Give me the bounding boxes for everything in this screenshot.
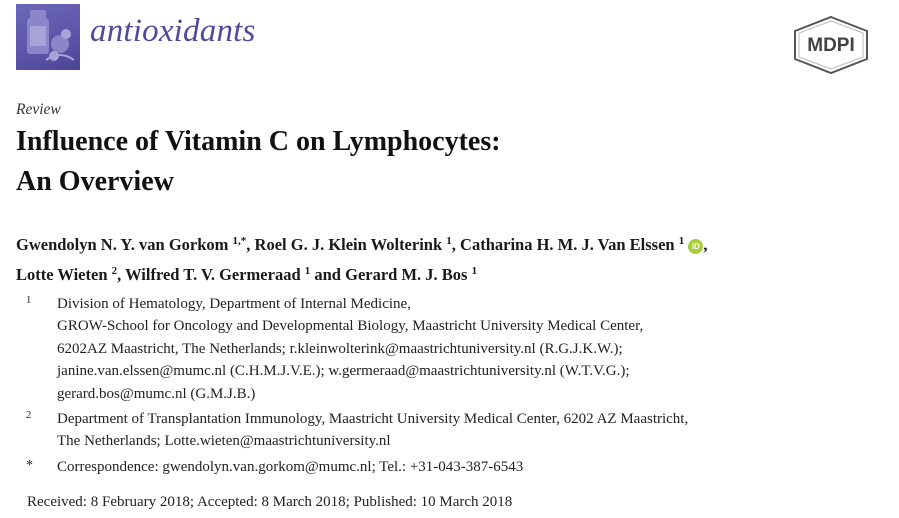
- journal-name: antioxidants: [90, 13, 256, 49]
- orcid-icon[interactable]: iD: [688, 239, 703, 254]
- affiliation-marker: 1: [26, 295, 32, 306]
- correspondence-line: Correspondence: gwendolyn.van.gorkom@mumc.nl; Tel.: +31-043-387-6543: [57, 458, 524, 475]
- author-list: [16, 230, 886, 290]
- title-line: An Overview: [16, 166, 174, 197]
- affiliation-line: The Netherlands; Lotte.wieten@maastrichtuniversity.nl: [57, 433, 391, 450]
- affiliation-line: GROW-School for Oncology and Developmental Biology, Maastricht University Medical Center,: [57, 318, 644, 335]
- author-separator: ,: [246, 235, 255, 254]
- author-affiliation-sup: 2: [111, 265, 118, 277]
- author-separator: and: [310, 265, 346, 284]
- author-affiliation-sup: 1: [446, 235, 452, 247]
- article-type: Review: [16, 101, 61, 118]
- affiliations: [16, 293, 886, 478]
- author-name[interactable]: Lotte Wieten: [16, 265, 108, 284]
- affiliation-line: janine.van.elssen@mumc.nl (C.H.M.J.V.E.); w.germeraad@maastrichtuniversity.nl (W.T.V.G.);: [57, 363, 630, 380]
- flask-leaf-icon: [16, 4, 80, 70]
- correspondence-marker: *: [26, 457, 33, 473]
- author-name[interactable]: Wilfred T. V. Germeraad: [125, 265, 301, 284]
- affiliation-marker: 2: [26, 410, 32, 422]
- author-affiliation-sup: 1: [304, 265, 311, 277]
- author-name[interactable]: Roel G. J. Klein Wolterink: [254, 235, 443, 254]
- author-name[interactable]: Gwendolyn N. Y. van Gorkom: [16, 235, 229, 254]
- affiliation-item: [16, 408, 886, 453]
- author-affiliation-sup: 1,*: [232, 235, 247, 247]
- author-separator: ,: [117, 265, 126, 284]
- affiliation-item: [16, 293, 886, 405]
- title-line: Influence of Vitamin C on Lymphocytes:: [16, 126, 501, 157]
- publisher-logo: [792, 15, 870, 75]
- article-title: [16, 122, 876, 202]
- publication-dates: Received: 8 February 2018; Accepted: 8 March 2018; Published: 10 March 2018: [27, 494, 513, 510]
- affiliation-line: Department of Transplantation Immunology, Maastricht University Medical Center, 6202 AZ Maastricht,: [57, 411, 689, 428]
- author-name[interactable]: Gerard M. J. Bos: [345, 265, 468, 284]
- affiliation-line: Division of Hematology, Department of Internal Medicine,: [57, 296, 411, 312]
- journal-logo: [16, 4, 80, 70]
- author-affiliation-sup: 1: [678, 235, 685, 247]
- correspondence: [16, 456, 886, 478]
- author-affiliation-sup: 1: [471, 265, 478, 277]
- author-separator: ,: [703, 235, 708, 254]
- author-name[interactable]: Catharina H. M. J. Van Elssen: [460, 235, 675, 254]
- affiliation-line: gerard.bos@mumc.nl (G.M.J.B.): [57, 385, 256, 402]
- affiliation-line: 6202AZ Maastricht, The Netherlands; r.kleinwolterink@maastrichtuniversity.nl (R.G.J.K.W.);: [57, 340, 623, 357]
- publisher-name: MDPI: [807, 35, 855, 56]
- author-separator: ,: [451, 235, 461, 254]
